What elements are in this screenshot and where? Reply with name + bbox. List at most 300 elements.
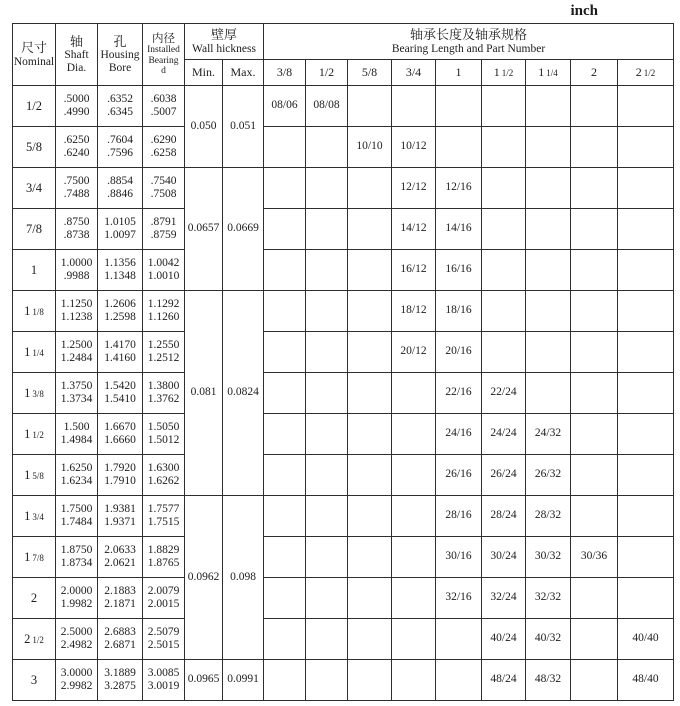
value-line: 3.0085: [147, 667, 180, 679]
shaft-dia-cell: [56, 660, 98, 701]
part-number-cell: 30/36: [571, 537, 618, 578]
unit-label: inch: [570, 3, 598, 19]
part-number-cell: [482, 86, 526, 127]
wall-min-header: Min.: [185, 60, 223, 86]
spec-table-body: [13, 86, 674, 701]
part-number-cell: 08/08: [306, 86, 348, 127]
part-number-cell: [306, 127, 348, 168]
value-line: 1.5410: [104, 393, 136, 405]
value-line: .6290: [150, 134, 177, 146]
size-fraction: 1/4: [546, 68, 558, 78]
part-size-column-header: [306, 60, 348, 86]
bearing-spec-table: [12, 23, 674, 701]
part-number-cell: [392, 455, 436, 496]
part-number-cell: 16/16: [436, 250, 482, 291]
housing-bore-cell: [98, 127, 143, 168]
wall-header-en: Wall hickness: [192, 42, 256, 55]
table-row: [13, 496, 674, 537]
part-number-cell: 08/06: [264, 86, 306, 127]
part-number-cell: [348, 619, 392, 660]
part-number-cell: [348, 168, 392, 209]
installed-bearing-cell: [143, 619, 185, 660]
part-number-cell: 20/16: [436, 332, 482, 373]
value-line: .4990: [63, 106, 90, 118]
housing-bore-cell: [98, 250, 143, 291]
size-fraction: 3/8: [32, 388, 44, 399]
part-number-cell: [264, 373, 306, 414]
part-number-cell: [526, 209, 571, 250]
value-line: .7596: [107, 147, 133, 159]
value-line: .8750: [63, 216, 90, 228]
value-line: .7500: [63, 175, 90, 187]
value-line: 1.1260: [147, 311, 180, 323]
installed-bearing-cell: [143, 127, 185, 168]
value-line: 3.2875: [104, 680, 136, 692]
value-line: 1.6250: [60, 462, 93, 474]
housing-bore-column-header: [98, 24, 143, 86]
value-line: .8738: [63, 229, 90, 241]
installed-header-en2: Bearing: [148, 55, 179, 66]
housing-bore-cell: [98, 660, 143, 701]
part-size-column-header: [618, 60, 674, 86]
part-number-cell: [526, 86, 571, 127]
size-whole: 1/2: [318, 65, 335, 79]
part-number-cell: [264, 250, 306, 291]
size-whole: 3: [30, 672, 38, 687]
value-line: .8759: [150, 229, 177, 241]
bearing-length-group-header: [264, 24, 674, 60]
shaft-dia-cell: [56, 578, 98, 619]
part-number-cell: [264, 496, 306, 537]
part-number-cell: [264, 414, 306, 455]
shaft-dia-cell: [56, 537, 98, 578]
shaft-dia-cell: [56, 619, 98, 660]
value-line: 1.2598: [104, 311, 136, 323]
part-number-cell: [348, 209, 392, 250]
table-row: [13, 455, 674, 496]
wall-min-cell: 0.081: [185, 291, 223, 496]
part-number-cell: [348, 291, 392, 332]
part-number-cell: 16/12: [392, 250, 436, 291]
part-number-cell: [618, 127, 674, 168]
part-number-cell: [392, 619, 436, 660]
value-line: .6352: [107, 93, 133, 105]
size-whole: 1: [455, 65, 462, 79]
part-number-cell: [482, 332, 526, 373]
part-number-cell: [264, 127, 306, 168]
housing-bore-cell: [98, 496, 143, 537]
installed-bearing-cell: [143, 250, 185, 291]
installed-bearing-cell: [143, 209, 185, 250]
value-line: 2.6883: [104, 626, 136, 638]
part-number-cell: [571, 86, 618, 127]
part-number-cell: [571, 660, 618, 701]
part-number-cell: 32/32: [526, 578, 571, 619]
part-number-cell: [618, 578, 674, 619]
nominal-cell: [13, 660, 56, 701]
part-size-column-header: [571, 60, 618, 86]
housing-bore-cell: [98, 291, 143, 332]
value-line: .7508: [150, 188, 177, 200]
table-row: [13, 86, 674, 127]
value-line: 1.7920: [104, 462, 136, 474]
table-row: [13, 168, 674, 209]
value-line: 1.3800: [147, 380, 180, 392]
size-whole: 2: [635, 65, 642, 79]
part-number-cell: [348, 373, 392, 414]
part-number-cell: 48/24: [482, 660, 526, 701]
table-row: [13, 660, 674, 701]
part-number-cell: [482, 250, 526, 291]
value-line: 1.7910: [104, 475, 136, 487]
part-number-cell: [482, 209, 526, 250]
nominal-cell: [13, 414, 56, 455]
part-number-cell: [348, 332, 392, 373]
part-number-cell: [306, 455, 348, 496]
table-row: [13, 373, 674, 414]
installed-bearing-cell: [143, 86, 185, 127]
part-number-cell: [436, 86, 482, 127]
part-number-cell: 32/24: [482, 578, 526, 619]
part-number-cell: [392, 496, 436, 537]
size-whole: 2: [30, 590, 38, 605]
value-line: .6258: [150, 147, 177, 159]
part-number-cell: 28/32: [526, 496, 571, 537]
housing-bore-cell: [98, 537, 143, 578]
part-number-cell: 10/10: [348, 127, 392, 168]
table-row: [13, 209, 674, 250]
part-number-cell: [571, 209, 618, 250]
part-number-cell: 40/32: [526, 619, 571, 660]
housing-header-en2: Bore: [108, 62, 132, 75]
installed-bearing-column-header: [143, 24, 185, 86]
size-whole: 3/4: [26, 180, 42, 195]
value-line: 1.6300: [147, 462, 180, 474]
part-number-cell: [264, 168, 306, 209]
part-number-cell: [348, 496, 392, 537]
value-line: 1.9371: [104, 516, 136, 528]
part-number-cell: 28/24: [482, 496, 526, 537]
part-number-cell: [618, 373, 674, 414]
table-row: [13, 578, 674, 619]
wall-max-cell: 0.0824: [223, 291, 264, 496]
table-row: [13, 414, 674, 455]
value-line: 3.0000: [60, 667, 93, 679]
size-fraction: 1/2: [32, 634, 44, 645]
nominal-cell: [13, 250, 56, 291]
value-line: .9988: [63, 270, 90, 282]
housing-header-zh: 孔: [113, 33, 127, 49]
part-number-cell: [306, 496, 348, 537]
part-number-cell: [618, 250, 674, 291]
part-number-cell: [306, 414, 348, 455]
value-line: 2.1871: [104, 598, 136, 610]
value-line: 1.7577: [147, 503, 180, 515]
part-number-cell: [306, 168, 348, 209]
value-line: 1.4984: [60, 434, 93, 446]
nominal-cell: [13, 455, 56, 496]
wall-min-cell: 0.050: [185, 86, 223, 168]
housing-header-en1: Housing: [100, 49, 140, 62]
value-line: 1.7484: [60, 516, 93, 528]
value-line: 1.8829: [147, 544, 180, 556]
shaft-dia-cell: [56, 496, 98, 537]
part-number-cell: 40/40: [618, 619, 674, 660]
nominal-cell: [13, 127, 56, 168]
wall-thickness-group-header: [185, 24, 264, 60]
value-line: 1.2606: [104, 298, 136, 310]
size-fraction: 5/8: [32, 470, 44, 481]
nominal-cell: [13, 537, 56, 578]
part-number-cell: [348, 414, 392, 455]
value-line: 1.4160: [104, 352, 136, 364]
part-number-cell: [571, 168, 618, 209]
value-line: .5000: [63, 93, 90, 105]
part-number-cell: [526, 291, 571, 332]
shaft-dia-cell: [56, 332, 98, 373]
part-number-cell: [306, 332, 348, 373]
size-whole: 1: [24, 344, 31, 359]
part-number-cell: [306, 619, 348, 660]
wall-max-cell: 0.098: [223, 496, 264, 660]
size-whole: 1: [24, 467, 31, 482]
part-number-cell: 24/16: [436, 414, 482, 455]
installed-bearing-cell: [143, 660, 185, 701]
value-line: 1.1250: [60, 298, 93, 310]
value-line: 1.0000: [60, 257, 93, 269]
size-whole: 1: [24, 426, 31, 441]
value-line: 2.1883: [104, 585, 136, 597]
value-line: 1.5050: [147, 421, 180, 433]
value-line: 1.8765: [147, 557, 180, 569]
value-line: 1.3734: [60, 393, 93, 405]
header-row-1: [13, 24, 674, 60]
part-number-cell: [306, 660, 348, 701]
part-number-cell: 48/40: [618, 660, 674, 701]
value-line: 1.2484: [60, 352, 93, 364]
part-number-cell: [526, 250, 571, 291]
nominal-cell: [13, 578, 56, 619]
part-number-cell: 30/24: [482, 537, 526, 578]
part-number-cell: [526, 373, 571, 414]
value-line: 1.6660: [104, 434, 136, 446]
value-line: .8791: [150, 216, 177, 228]
part-number-cell: [348, 250, 392, 291]
part-number-cell: [571, 250, 618, 291]
part-number-cell: 30/16: [436, 537, 482, 578]
part-number-cell: [392, 86, 436, 127]
part-number-cell: [526, 168, 571, 209]
value-line: 2.0621: [104, 557, 136, 569]
part-number-cell: 26/24: [482, 455, 526, 496]
part-number-cell: [618, 537, 674, 578]
part-number-cell: [348, 537, 392, 578]
part-number-cell: [264, 332, 306, 373]
size-whole: 1: [493, 65, 500, 79]
wall-max-cell: 0.0669: [223, 168, 264, 291]
shaft-dia-cell: [56, 168, 98, 209]
housing-bore-cell: [98, 414, 143, 455]
size-fraction: 1/2: [643, 68, 656, 78]
shaft-header-en2: Dia.: [66, 62, 87, 75]
part-number-cell: [526, 332, 571, 373]
size-fraction: 3/4: [32, 511, 44, 522]
housing-bore-cell: [98, 168, 143, 209]
size-fraction: 7/8: [32, 552, 44, 563]
part-size-column-header: [264, 60, 306, 86]
part-number-cell: 18/16: [436, 291, 482, 332]
value-line: 1.2512: [147, 352, 180, 364]
housing-bore-cell: [98, 619, 143, 660]
size-whole: 1: [24, 303, 31, 318]
part-number-cell: [392, 578, 436, 619]
value-line: .6345: [107, 106, 133, 118]
housing-bore-cell: [98, 578, 143, 619]
value-line: 2.4982: [60, 639, 93, 651]
part-number-cell: [482, 127, 526, 168]
part-number-cell: [571, 578, 618, 619]
nominal-cell: [13, 496, 56, 537]
value-line: 1.7500: [60, 503, 93, 515]
value-line: 1.0042: [147, 257, 180, 269]
size-whole: 2: [24, 631, 31, 646]
value-line: 1.8750: [60, 544, 93, 556]
shaft-dia-cell: [56, 414, 98, 455]
part-number-cell: 30/32: [526, 537, 571, 578]
part-number-cell: [436, 619, 482, 660]
value-line: 1.0010: [147, 270, 180, 282]
part-number-cell: [618, 209, 674, 250]
installed-bearing-cell: [143, 332, 185, 373]
part-number-cell: [306, 373, 348, 414]
nominal-cell: [13, 291, 56, 332]
size-whole: 3/8: [276, 65, 293, 79]
value-line: 1.3762: [147, 393, 180, 405]
table-row: [13, 619, 674, 660]
installed-bearing-cell: [143, 414, 185, 455]
installed-bearing-cell: [143, 373, 185, 414]
part-number-cell: [306, 291, 348, 332]
part-number-cell: [436, 127, 482, 168]
nominal-header-en: Nominal: [13, 55, 55, 68]
installed-bearing-cell: [143, 578, 185, 619]
shaft-header-en1: Shaft: [64, 49, 89, 62]
value-line: 1.6670: [104, 421, 136, 433]
value-line: 1.1348: [104, 270, 136, 282]
part-number-cell: [618, 455, 674, 496]
installed-bearing-cell: [143, 496, 185, 537]
installed-bearing-cell: [143, 455, 185, 496]
part-number-cell: 14/12: [392, 209, 436, 250]
value-line: 1.9381: [104, 503, 136, 515]
nominal-cell: [13, 373, 56, 414]
wall-min-cell: 0.0962: [185, 496, 223, 660]
value-line: 1.1238: [60, 311, 93, 323]
part-number-cell: [571, 414, 618, 455]
wall-min-cell: 0.0965: [185, 660, 223, 701]
wall-header-zh: 壁厚: [211, 27, 238, 43]
value-line: .6038: [150, 93, 177, 105]
part-number-cell: [264, 455, 306, 496]
part-number-cell: 28/16: [436, 496, 482, 537]
part-number-cell: [571, 373, 618, 414]
shaft-dia-cell: [56, 455, 98, 496]
part-size-column-header: [482, 60, 526, 86]
size-whole: 5/8: [26, 139, 42, 154]
part-size-column-header: [392, 60, 436, 86]
part-number-cell: [618, 496, 674, 537]
part-number-cell: [264, 660, 306, 701]
wall-max-cell: 0.0991: [223, 660, 264, 701]
nominal-cell: [13, 209, 56, 250]
part-number-cell: [306, 578, 348, 619]
value-line: .7540: [150, 175, 177, 187]
nominal-cell: [13, 86, 56, 127]
bearing-group-header-en: Bearing Length and Part Number: [391, 42, 546, 55]
part-number-cell: [482, 168, 526, 209]
part-size-column-header: [436, 60, 482, 86]
value-line: 2.0633: [104, 544, 136, 556]
part-number-cell: [348, 86, 392, 127]
part-number-cell: [392, 373, 436, 414]
part-number-cell: [618, 414, 674, 455]
part-number-cell: 24/32: [526, 414, 571, 455]
shaft-dia-cell: [56, 86, 98, 127]
nominal-cell: [13, 168, 56, 209]
value-line: 1.4170: [104, 339, 136, 351]
size-whole: 3/4: [405, 65, 422, 79]
part-number-cell: [571, 291, 618, 332]
part-number-cell: [571, 127, 618, 168]
value-line: 1.0105: [104, 216, 136, 228]
part-size-column-header: [526, 60, 571, 86]
part-number-cell: [264, 537, 306, 578]
bearing-group-header-zh: 轴承长度及轴承规格: [410, 27, 528, 43]
value-line: 3.0019: [147, 680, 180, 692]
value-line: 1.8734: [60, 557, 93, 569]
part-number-cell: [482, 291, 526, 332]
part-number-cell: [571, 496, 618, 537]
part-number-cell: 26/32: [526, 455, 571, 496]
part-number-cell: [618, 332, 674, 373]
part-number-cell: [264, 619, 306, 660]
shaft-header-zh: 轴: [69, 33, 83, 49]
shaft-dia-cell: [56, 373, 98, 414]
wall-min-cell: 0.0657: [185, 168, 223, 291]
nominal-cell: [13, 619, 56, 660]
part-number-cell: 12/12: [392, 168, 436, 209]
part-number-cell: [571, 619, 618, 660]
part-number-cell: [306, 537, 348, 578]
part-number-cell: [264, 291, 306, 332]
installed-bearing-cell: [143, 168, 185, 209]
size-whole: 1: [24, 549, 31, 564]
size-whole: 1: [30, 262, 38, 277]
part-number-cell: [306, 250, 348, 291]
value-line: 1.6234: [60, 475, 93, 487]
part-number-cell: [264, 578, 306, 619]
value-line: .5007: [150, 106, 177, 118]
part-number-cell: [348, 660, 392, 701]
part-number-cell: 48/32: [526, 660, 571, 701]
value-line: 2.9982: [60, 680, 93, 692]
part-size-column-header: [348, 60, 392, 86]
wall-max-header: Max.: [223, 60, 264, 86]
size-whole: 1: [24, 508, 31, 523]
installed-header-zh: 内径: [152, 32, 175, 45]
part-number-cell: [392, 414, 436, 455]
value-line: .6240: [63, 147, 90, 159]
